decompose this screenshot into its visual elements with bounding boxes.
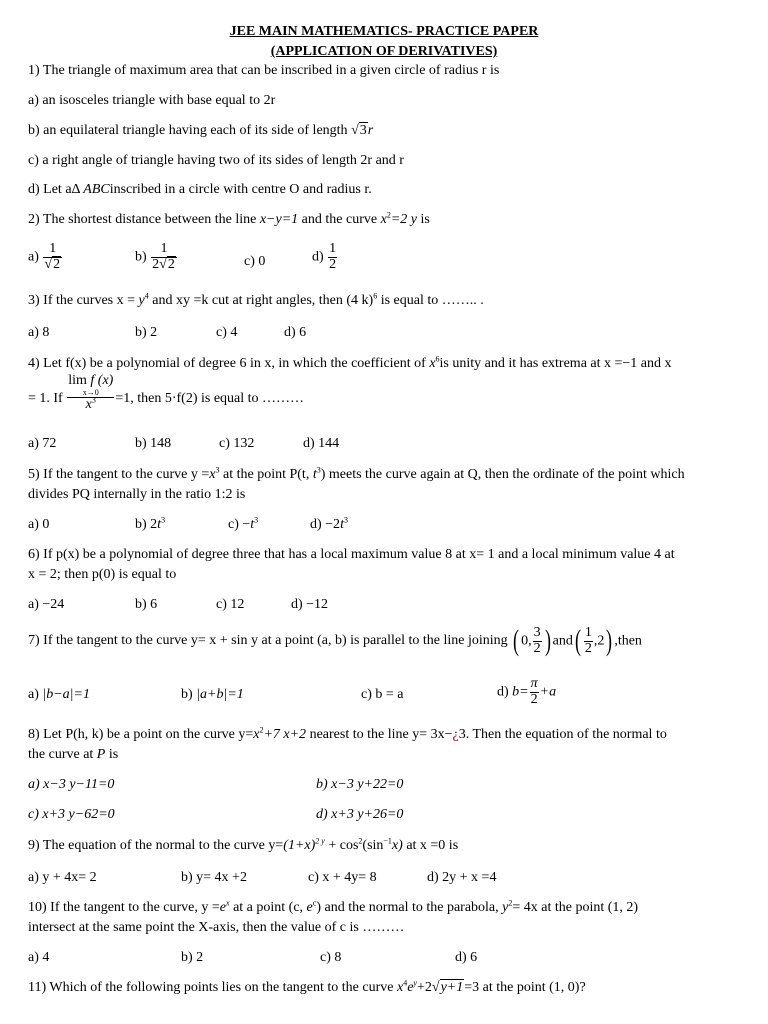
q6-option-c: c) 12 <box>216 597 245 612</box>
q4-line2: = 1. If lim f (x) x→0 $x^3$ =1, then 5·f(2) is equal to ……… <box>28 373 305 412</box>
q6-line2: x = 2; then p(0) is equal to <box>28 567 177 582</box>
q1-option-d: d) Let aΔ ABCinscribed in a circle with centre O and radius r. <box>28 182 372 197</box>
q4-option-b: b) 148 <box>135 436 172 451</box>
q6-option-b: b) 6 <box>135 597 158 612</box>
q1-option-c: c) a right angle of triangle having two of its sides of length 2r and r <box>28 153 404 168</box>
q1-option-b: b) an equilateral triangle having each of its side of length √3r <box>28 123 374 138</box>
q3-option-b: b) 2 <box>135 325 158 340</box>
q3-stem: 3) If the curves $x = y^4$ and xy =k cut at right angles, then (4 k)$^6$ is equal to …….. . <box>28 291 484 308</box>
q7-stem: 7) If the tangent to the curve y= x + sin y at a point (a, b) is parallel to the line joining ( 0, $\frac{3}{2}$ ) and( $\frac{1}{2}$ ,2) ,then <box>28 624 642 658</box>
q4-line1: 4) Let f(x) be a polynomial of degree 6 in x, in which the coefficient of $x^6is$ unity and it has extrema at x =−1 and x <box>28 354 672 371</box>
q5-option-a: a) 0 <box>28 517 50 532</box>
q5-line2: divides PQ internally in the ratio 1:2 is <box>28 487 246 502</box>
q7-option-a: a) |b−a|=1 <box>28 687 90 702</box>
q3-option-a: a) 8 <box>28 325 50 340</box>
q4-option-d: d) 144 <box>303 436 340 451</box>
paper-title: JEE MAIN MATHEMATICS- PRACTICE PAPER <box>229 24 539 39</box>
q2-option-a: a) $\frac{1}{√2}$ <box>28 241 61 272</box>
q10-line1: 10) If the tangent to the curve, $y =e^x$ at a point (c, $e^c$) and the normal to the parabola, $y^2= 4x$ at the point (1, 2) <box>28 898 639 915</box>
q2-stem: 2) The shortest distance between the line x−y=1 and the curve $x^2=2$ y is <box>28 210 430 227</box>
q10-option-d: d) 6 <box>455 950 478 965</box>
q4-option-a: a) 72 <box>28 436 57 451</box>
q10-option-c: c) 8 <box>320 950 342 965</box>
q10-option-b: b) 2 <box>181 950 204 965</box>
q6-option-d: d) −12 <box>291 597 329 612</box>
q4-option-c: c) 132 <box>219 436 255 451</box>
q9-stem: 9) The equation of the normal to the curve $y=(1+x)^{2 y} + \cos^2(\sin^{-1}x)$ at x =0 is <box>28 836 459 853</box>
q6-line1: 6) If p(x) be a polynomial of degree three that has a local maximum value 8 at x= 1 and a local minimum value 4 at <box>28 547 675 562</box>
q10-option-a: a) 4 <box>28 950 50 965</box>
q8-line2: the curve at P is <box>28 747 119 762</box>
q6-option-a: a) −24 <box>28 597 65 612</box>
q8-option-a: a) x−3 y−11=0 <box>28 777 115 792</box>
q5-line1: 5) If the tangent to the curve $y =x^3$ at the point P(t, $t^3$) meets the curve again at Q, then the ordinate of the point which <box>28 465 685 482</box>
paper-subtitle: (APPLICATION OF DERIVATIVES) <box>270 44 498 59</box>
q11-stem: 11) Which of the following points lies on the tangent to the curve $x^4e^y+2√y+1=3$ at the point (1, 0)? <box>28 978 586 995</box>
q8-option-c: c) x+3 y−62=0 <box>28 807 115 822</box>
q1-stem: 1) The triangle of maximum area that can be inscribed in a given circle of radius r is <box>28 63 500 78</box>
q2-option-c: c) 0 <box>244 254 266 269</box>
q9-option-b: b) y= 4x +2 <box>181 870 247 885</box>
q2-option-d: d) $\frac{1}{2}$ <box>312 241 337 272</box>
q10-line2: intersect at the same point the X-axis, then the value of c is ……… <box>28 920 405 935</box>
q5-option-d: $d) -2t^3$ <box>310 515 348 532</box>
q8-option-b: b) x−3 y+22=0 <box>316 777 404 792</box>
q5-option-b: b) $2t^3$ <box>135 515 166 532</box>
q8-option-d: d) x+3 y+26=0 <box>316 807 404 822</box>
q9-option-d: d) 2y + x =4 <box>427 870 497 885</box>
q9-option-a: a) y + 4x= 2 <box>28 870 97 885</box>
q1-option-a: a) an isosceles triangle with base equal to 2r <box>28 93 276 108</box>
q7-option-d: d) b= $\frac{\pi}{2}$ +a <box>497 676 557 707</box>
q7-option-c: c) b = a <box>361 687 404 702</box>
q5-option-c: $c) -t^3$ <box>228 515 259 532</box>
q7-option-b: b) |a+b|=1 <box>181 687 244 702</box>
q8-line1: 8) Let P(h, k) be a point on the curve $y=x^2+7$ x+2 nearest to the line y= 3x−¿3. Then the equation of the normal to <box>28 725 667 742</box>
q9-option-c: c) x + 4y= 8 <box>308 870 377 885</box>
q3-option-c: c) 4 <box>216 325 238 340</box>
q2-option-b: b) $\frac{1}{2√2}$ <box>135 241 175 272</box>
q3-option-d: d) 6 <box>284 325 307 340</box>
